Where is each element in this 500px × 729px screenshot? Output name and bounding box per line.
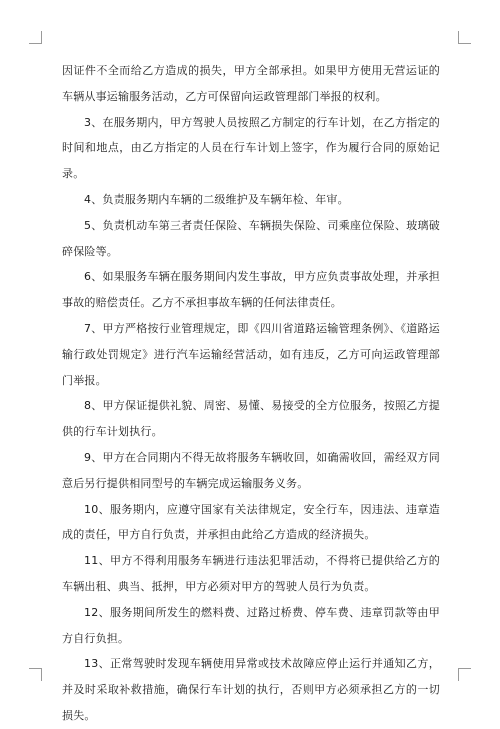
clause-10: 10、服务期内，应遵守国家有关法律规定，安全行车，因违法、违章造成的责任，甲方自行负责，并承担由此给乙方造成的经济损失。 [62,502,440,542]
clause-8: 8、甲方保证提供礼貌、周密、易懂、易接受的全方位服务，按照乙方提供的行车计划执行。 [62,399,440,439]
crop-mark-top-right [458,31,471,44]
clause-13: 13、正常驾驶时发现车辆使用异常或技术故障应停止运行并通知乙方，并及时采取补救措施，确保行车计划的执行，否则甲方必须承担乙方的一切损失。 [62,657,440,722]
clause-3: 3、在服务期内，甲方驾驶人员按照乙方制定的行车计划，在乙方指定的时间和地点，由乙方指定的人员在行车计划上签字，作为履行合同的原始记录。 [62,115,440,181]
document-body [62,58,440,729]
clause-4: 4、负责服务期内车辆的二级维护及车辆年检、年审。 [84,192,349,206]
crop-mark-top-left [29,31,42,44]
crop-mark-bottom-right [458,668,471,681]
clause-9: 9、甲方在合同期内不得无故将服务车辆收回，如确需收回，需经双方同意后另行提供相同型号的车辆完成运输服务义务。 [62,450,440,490]
clause-5: 5、负责机动车第三者责任保险、车辆损失保险、司乘座位保险、玻璃破碎保险等。 [62,218,440,258]
clause-12: 12、服务期间所发生的燃料费、过路过桥费、停车费、违章罚款等由甲方自行负担。 [62,605,440,645]
crop-mark-bottom-left [29,668,42,681]
clause-11: 11、甲方不得利用服务车辆进行违法犯罪活动，不得将已提供给乙方的车辆出租、典当、抵押，甲方必须对甲方的驾驶人员行为负责。 [62,554,440,593]
clause-6: 6、如果服务车辆在服务期间内发生事故，甲方应负责事故处理，并承担事故的赔偿责任。乙方不承担事故车辆的任何法律责任。 [62,270,440,310]
clause-7: 7、甲方严格按行业管理规定，即《四川省道路运输管理条例》、《道路运输行政处罚规定》进行汽车运输经营活动，如有违反，乙方可向运政管理部门举报。 [62,321,440,387]
paragraph: 因证件不全而给乙方造成的损失，甲方全部承担。如果甲方使用无营运证的车辆从事运输服务活动，乙方可保留向运政管理部门举报的权利。 [62,64,440,103]
